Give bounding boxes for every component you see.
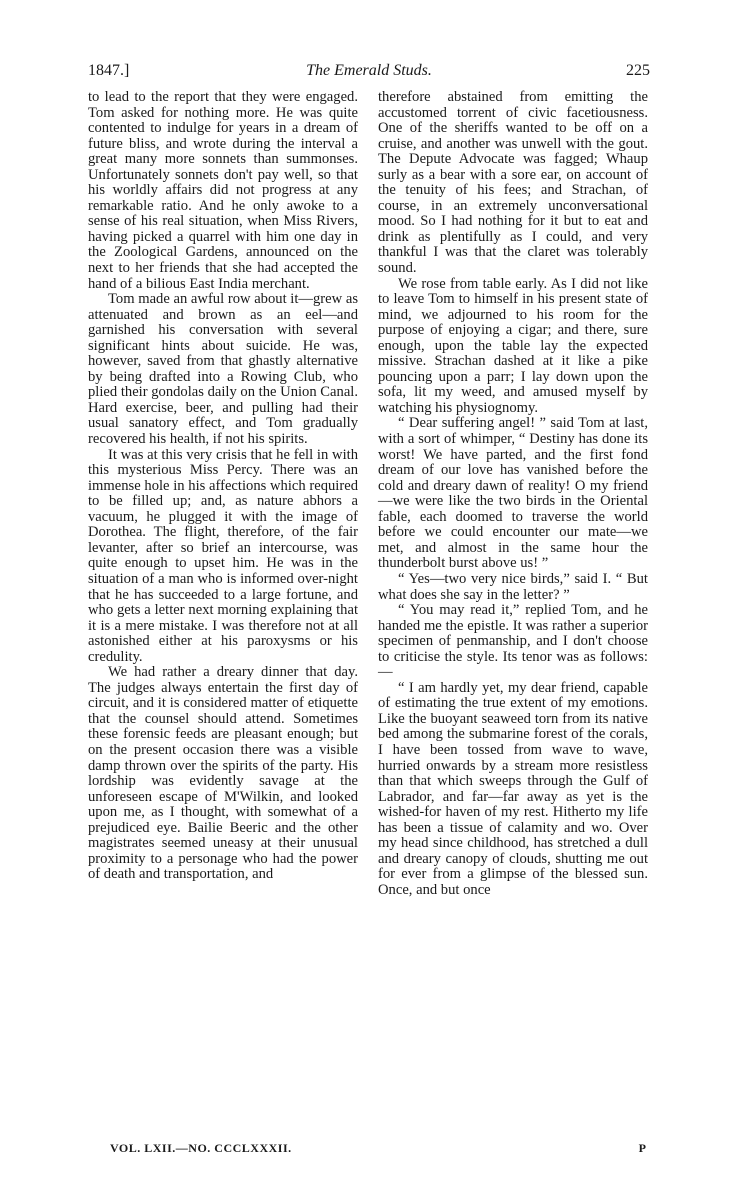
paragraph: to lead to the report that they were engaged. Tom asked for nothing more. He was quite contented to indulge for years in a dream of future bliss, and wrote during the interval a great many more sonnets than summonses. Unfortunately sonnets don't pay well, so that his worldly affairs did not progress at any remarkable ratio. And he only awoke to a sense of his real situation, when Miss Rivers, having picked a quarrel with him one day in the Zoological Gardens, announced on the next to her friends that she had accepted the hand of a bilious East India merchant. <box>88 89 358 292</box>
paragraph: “ Dear suffering angel! ” said Tom at last, with a sort of whimper, “ Destiny has done its worst! We have parted, and the first fond dream of our love has vanished before the cold and dreary dawn of reality! O my friend—we were like the two birds in the Oriental fable, each doomed to traverse the world before we could encounter our mate—we met, and almost in the same hour the thunderbolt burst above us! ” <box>378 415 648 572</box>
paragraph: We rose from table early. As I did not like to leave Tom to himself in his present state of mind, we adjourned to his room for the purpose of enjoying a cigar; and there, sure enough, upon the table lay the expected missive. Strachan dashed at it like a pike pouncing upon a parr; I lay down upon the sofa, lit my weed, and amused myself by watching his physiognomy. <box>378 275 648 416</box>
paragraph: “ I am hardly yet, my dear friend, capable of estimating the true extent of my emotions. Like the buoyant seaweed torn from its native bed among the submarine forest of the corals, I have been tossed from wave to wave, hurried onwards by a stream more resistless than that which sweeps through the Gulf of Labrador, and far—far away as yet is the wished-for haven of my rest. Hitherto my life has been a tissue of calamity and wo. Over my head since childhood, has stretched a dull and dreary canopy of clouds, shutting me out for ever from a glimpse of the blessed sun. Once, and but once <box>378 679 648 898</box>
paragraph: therefore abstained from emitting the accustomed torrent of civic facetiousness. One of the sheriffs wanted to be off on a cruise, and another was unwell with the gout. The Depute Advocate was fagged; Whaup surly as a bear with a sore ear, on account of the tenuity of his fees; and Strachan, of course, in an extremely unconversational mood. So I had nothing for it but to eat and drink as plentifully as I could, and very thankful I was that the claret was tolerably sound. <box>378 89 648 277</box>
signature-mark: P <box>638 1141 646 1155</box>
paragraph: “ Yes—two very nice birds,” said I. “ But what does she say in the letter? ” <box>378 570 648 603</box>
header-year: 1847.] <box>88 62 130 79</box>
volume-line: VOL. LXII.—NO. CCCLXXXII. <box>110 1141 292 1155</box>
paragraph: It was at this very crisis that he fell in with this mysterious Miss Percy. There was an immense hole in his affections which required to be filled up; and, as nature abhors a vacuum, he plugged it with the image of Dorothea. The flight, therefore, of the fair levanter, after so brief an intercourse, was quite enough to upset him. He was in the situation of a man who is informed over-night that he has succeeded to a large fortune, and who gets a letter next morning explaining that it is a mere mistake. I was therefore not at all astonished either at his paroxysms or his credulity. <box>88 446 358 665</box>
header-title: The Emerald Studs. <box>306 62 432 79</box>
right-column <box>378 90 648 898</box>
paragraph: We had rather a dreary dinner that day. The judges always entertain the first day of circuit, and it is considered matter of etiquette that the counsel should attend. Sometimes these forensic feeds are pleasant enough; but on the present occasion there was a visible damp thrown over the spirits of the party. His lordship was evidently savage at the unforeseen escape of M'Wilkin, and looked upon me, as I thought, with somewhat of a prejudiced eye. Bailie Beeric and the other magistrates seemed uneasy at their unusual proximity to a personage who had the power of death and transportation, and <box>88 664 358 883</box>
paragraph: Tom made an awful row about it—grew as attenuated and brown as an eel—and garnished his conversation with several significant hints about suicide. He was, however, saved from that ghastly alternative by being drafted into a Rowing Club, who plied their gondolas daily on the Union Canal. Hard exercise, beer, and pulling had their usual sanatory effect, and Tom gradually recovered his health, if not his spirits. <box>88 291 358 448</box>
paragraph: “ You may read it,” replied Tom, and he handed me the epistle. It was rather a superior specimen of penmanship, and I don't choose to criticise the style. Its tenor was as follows:— <box>378 602 648 681</box>
page-number: 225 <box>626 62 650 79</box>
running-header <box>88 62 650 86</box>
left-column <box>88 90 358 883</box>
